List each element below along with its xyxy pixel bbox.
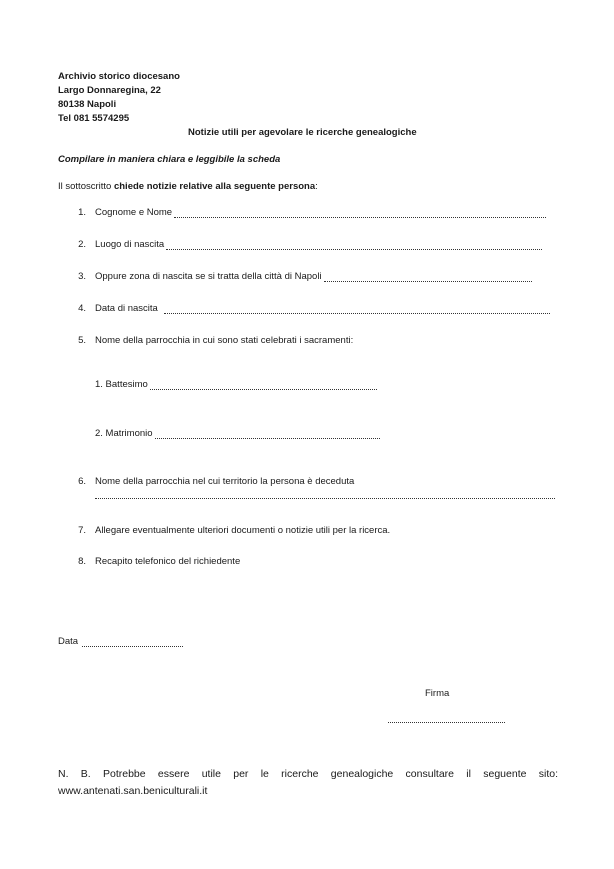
fill-line-death-parish[interactable] — [95, 498, 555, 499]
footnote: N. B. Potrebbe essere utile per le ricerche genealogiche consultare il seguente sito: www.antenati.san.beniculturali.it — [58, 768, 558, 797]
archive-city: 80138 Napoli — [58, 99, 117, 110]
item-number: 1. — [78, 207, 86, 218]
intro-prefix: Il sottoscritto — [58, 181, 114, 192]
item-requester-phone: Recapito telefonico del richiedente — [95, 556, 241, 567]
fill-line-date[interactable] — [82, 637, 183, 647]
item-label: Luogo di nascita — [95, 239, 165, 250]
item-number: 4. — [78, 303, 86, 314]
item-number: 7. — [78, 525, 86, 536]
fill-line-baptism[interactable] — [150, 380, 377, 390]
date-label: Data — [58, 636, 79, 647]
sacrament-label: 1. Battesimo — [95, 379, 148, 390]
form-instruction: Compilare in maniera chiara e leggibile la scheda — [58, 154, 281, 165]
item-parish-sacraments: Nome della parrocchia in cui sono stati celebrati i sacramenti: — [95, 335, 354, 346]
item-birth-date — [95, 303, 550, 314]
fill-line-marriage[interactable] — [155, 429, 380, 439]
fill-line-birth-date[interactable] — [164, 304, 550, 314]
fill-line-surname-name[interactable] — [174, 208, 546, 218]
signature-label: Firma — [425, 688, 450, 699]
fill-line-birthplace[interactable] — [166, 240, 542, 250]
item-number: 8. — [78, 556, 86, 567]
form-title: Notizie utili per agevolare le ricerche genealogiche — [188, 127, 417, 138]
archive-street: Largo Donnaregina, 22 — [58, 85, 161, 96]
fill-line-signature[interactable] — [388, 722, 505, 723]
item-birthplace — [95, 239, 542, 250]
item-surname-name — [95, 207, 546, 218]
item-label: Cognome e Nome — [95, 207, 173, 218]
item-label: Oppure zona di nascita se si tratta della città di Napoli — [95, 271, 322, 282]
sacrament-label: 2. Matrimonio — [95, 428, 153, 439]
intro-bold: chiede notizie relative alla seguente persona — [113, 181, 316, 192]
intro-text — [58, 181, 318, 192]
archive-phone: Tel 081 5574295 — [58, 113, 130, 124]
item-death-parish: Nome della parrocchia nel cui territorio la persona è deceduta — [95, 476, 355, 487]
item-number: 5. — [78, 335, 86, 346]
item-label: Data di nascita — [95, 303, 158, 314]
date-field — [58, 636, 183, 647]
sacrament-marriage — [95, 428, 380, 439]
fill-line-birth-zone[interactable] — [324, 272, 532, 282]
item-birth-zone — [95, 271, 532, 282]
sacrament-baptism — [95, 379, 377, 390]
intro-suffix: : — [315, 181, 318, 192]
item-attachments: Allegare eventualmente ulteriori documenti o notizie utili per la ricerca. — [95, 525, 391, 536]
archive-name: Archivio storico diocesano — [58, 71, 180, 82]
item-number: 6. — [78, 476, 86, 487]
item-number: 2. — [78, 239, 86, 250]
item-number: 3. — [78, 271, 86, 282]
